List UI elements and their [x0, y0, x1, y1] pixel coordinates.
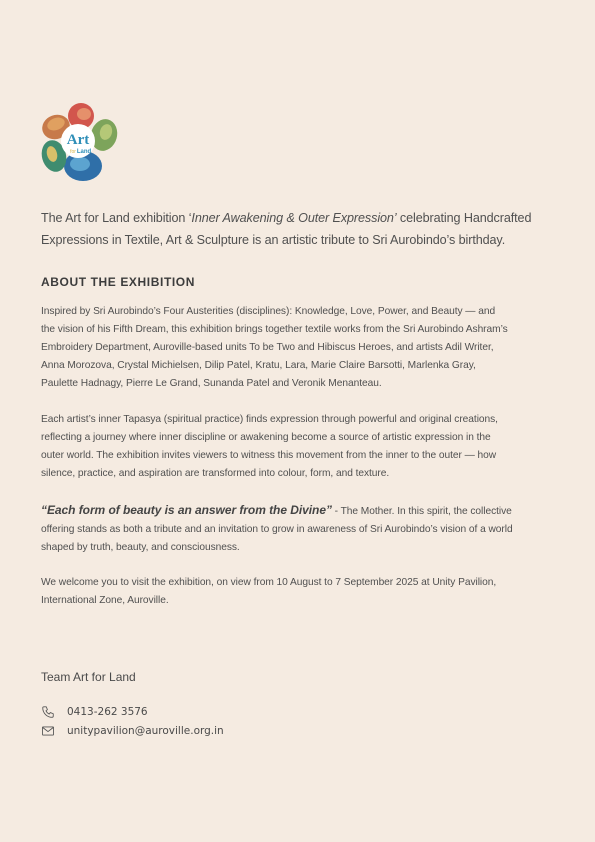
- phone-contact[interactable]: [41, 705, 148, 719]
- paragraph-line: Each artist’s inner Tapasya (spiritual practice) finds expression through powerful and original creations,: [41, 414, 498, 425]
- paragraph-line: shaped by truth, beauty, and consciousness.: [41, 542, 240, 553]
- logo-for-text: for: [70, 149, 76, 155]
- paragraph-line: the vision of his Fifth Dream, this exhibition brings together textile works from the Sri Aurobindo Ashram’s: [41, 324, 508, 335]
- art-for-land-flower-logo-icon: [40, 102, 118, 184]
- intro-line-2: Expressions in Textile, Art & Sculpture is an artistic tribute to Sri Aurobindo’s birthday.: [41, 233, 506, 247]
- section-title: ABOUT THE EXHIBITION: [41, 275, 196, 289]
- email-contact[interactable]: [41, 724, 224, 738]
- paragraph-visit: [41, 574, 541, 610]
- paragraph-line: International Zone, Auroville.: [41, 595, 169, 606]
- intro-prefix: The Art for Land exhibition ‘: [41, 211, 192, 225]
- paragraph-inspiration: [41, 303, 541, 393]
- signature: Team Art for Land: [41, 670, 136, 684]
- paragraph-tapasya: [41, 411, 541, 483]
- paragraph-line: Inspired by Sri Aurobindo’s Four Austerities (disciplines): Knowledge, Love, Power, and Beauty — and: [41, 306, 496, 317]
- phone-number[interactable]: 0413-262 3576: [67, 706, 148, 718]
- quote-attribution: - The Mother. In this spirit, the collective: [331, 506, 512, 517]
- phone-icon: [41, 705, 55, 719]
- intro-text: [41, 207, 541, 251]
- paragraph-line: offering stands as both a tribute and an invitation to grow in awareness of Sri Aurobindo’s vision of a world: [41, 524, 513, 535]
- paragraph-line: We welcome you to visit the exhibition, on view from 10 August to 7 September 2025 at Unity Pavilion,: [41, 577, 497, 588]
- paragraph-line: Embroidery Department, Auroville-based units To be Two and Hibiscus Heroes, and artists Adil Writer,: [41, 342, 494, 353]
- paragraph-quote: [41, 501, 541, 557]
- logo-land-text: Land: [76, 149, 92, 155]
- intro-suffix: celebrating Handcrafted: [396, 211, 532, 225]
- mother-quote: “Each form of beauty is an answer from the Divine”: [41, 503, 332, 517]
- quote-line: [41, 501, 541, 521]
- paragraph-line: outer world. The exhibition invites viewers to witness this movement from the inner to the outer — how: [41, 450, 497, 461]
- logo-art-text: Art: [66, 132, 90, 148]
- email-address[interactable]: unitypavilion@auroville.org.in: [67, 725, 224, 737]
- paragraph-line: silence, practice, and aspiration are transformed into colour, form, and texture.: [41, 468, 390, 479]
- exhibition-title: Inner Awakening & Outer Expression’: [191, 211, 397, 225]
- paragraph-line: Paulette Hadnagy, Pierre Le Grand, Sunanda Patel and Veronik Menanteau.: [41, 378, 382, 389]
- paragraph-line: reflecting a journey where inner discipline or awakening become a source of artistic expression in the: [41, 432, 491, 443]
- intro-line-1: [41, 207, 541, 229]
- mail-icon: [41, 724, 55, 738]
- art-for-land-logo: [40, 102, 118, 184]
- paragraph-line: Anna Morozova, Crystal Michielsen, Dilip Patel, Kratu, Lara, Marie Claire Barsotti, Marlenka Gray,: [41, 360, 476, 371]
